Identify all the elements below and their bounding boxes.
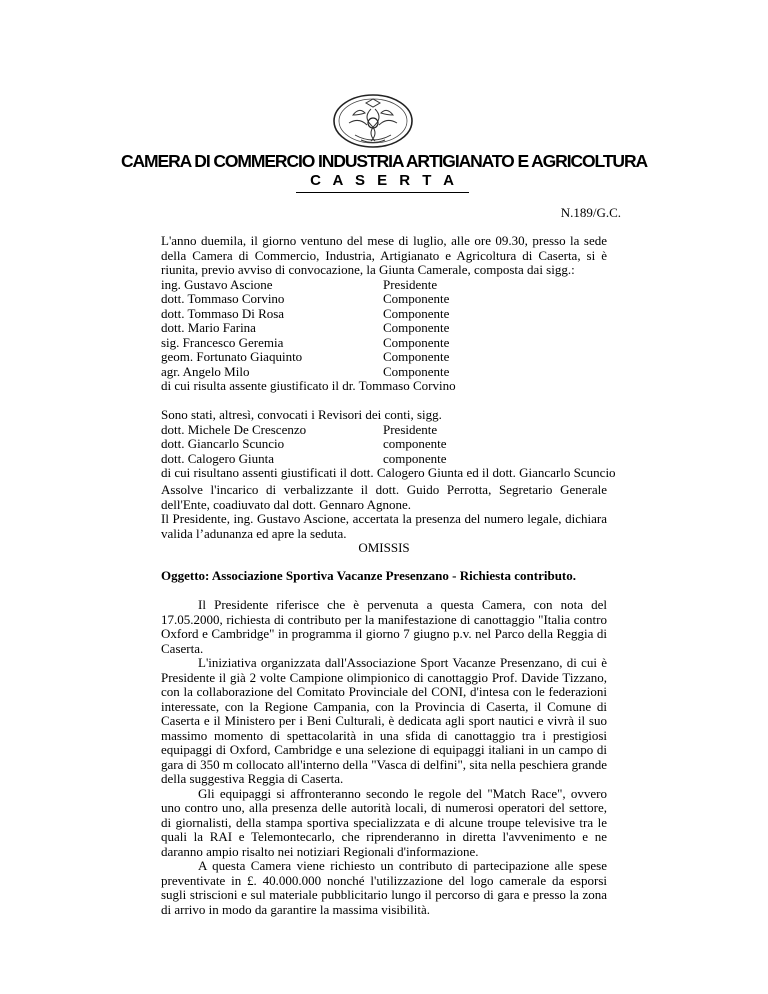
auditor-member-list [161, 423, 607, 467]
giunta-member-name: geom. Fortunato Giaquinto [161, 349, 303, 364]
auditor-member-row [161, 452, 607, 467]
body-paragraph: L'iniziativa organizzata dall'Associazione Sport Vacanze Presenzano, di cui è Presidente il già 2 volte Campione olimpionico di canottaggio Prof. Davide Tizzano, con la collaborazione del Comitato Provinciale del CONI, d'intesa con le federazioni interessate, con la Regione Campania, con la Provincia di Caserta, il Comune di Caserta e il Ministero per i Beni Culturali, è dedicata agli sport nautici e vivrà il suo massimo momento di spettacolarità in una sfida di canottaggio tra i prestigiosi equipaggi di Oxford, Cambridge e una selezione di equipaggi italiani in un campo di gara di 350 m collocato all'interno della "Vasca di delfini", sita nella peschiera grande della suggestiva Reggia di Caserta. [161, 655, 607, 786]
intro-paragraph: L'anno duemila, il giorno ventuno del mese di luglio, alle ore 09.30, presso la sede della Camera di Commercio, Industria, Artigianato e Agricoltura di Caserta, si è riunita, previo avviso di convocazione, la Giunta Camerale, composta dai sigg.: [161, 233, 607, 277]
giunta-absent-note: di cui risulta assente giustificato il dr. Tommaso Corvino [161, 378, 456, 393]
giunta-member-name: dott. Mario Farina [161, 320, 256, 335]
auditor-member-name: dott. Michele De Crescenzo [161, 421, 307, 437]
auditor-member-name: dott. Giancarlo Scuncio [161, 436, 285, 451]
auditors-section [161, 407, 616, 481]
giunta-member-row [161, 292, 607, 307]
giunta-member-row [161, 365, 607, 380]
giunta-member-role: Presidente [383, 276, 438, 292]
opening-paragraph: Il Presidente, ing. Gustavo Ascione, accertata la presenza del numero legale, dichiara valida l’adunanza ed apre la seduta. [161, 511, 607, 541]
subject-line: Oggetto: Associazione Sportiva Vacanze Presenzano - Richiesta contributo. [161, 568, 576, 583]
auditor-member-row [161, 423, 607, 438]
auditor-member-role: componente [383, 436, 447, 451]
protocol-number: N.189/G.C. [560, 205, 621, 220]
giunta-member-row [161, 278, 607, 293]
giunta-member-name: dott. Tommaso Di Rosa [161, 305, 285, 321]
institution-title: CAMERA DI COMMERCIO INDUSTRIA ARTIGIANATO E AGRICOLTURA [120, 151, 648, 171]
body-paragraph: Gli equipaggi si affronteranno secondo le regole del "Match Race", ovvero uno contro uno, alla presenza delle autorità locali, di numerosi operatori del settore, di giornalisti, della stampa sportiva specializzata e di alcune troupe televisive tra le quali la RAI e Telemontecarlo, che riprenderanno in diretta l'avvenimento e ne daranno ampio risalto nei notiziari Regionali d'informazione. [161, 785, 607, 859]
secretary-section [161, 483, 607, 541]
auditors-intro: Sono stati, altresì, convocati i Revisori dei conti, sigg. [161, 407, 442, 422]
auditor-member-role: componente [383, 450, 447, 466]
omissis-label: OMISSIS [358, 540, 410, 555]
giunta-member-role: Componente [383, 305, 450, 321]
giunta-member-row [161, 321, 607, 336]
body-paragraph: Il Presidente riferisce che è pervenuta a questa Camera, con nota del 17.05.2000, richiesta di contributo per la manifestazione di canottaggio "Italia contro Oxford e Cambridge" in programma il giorno 7 giugno p.v. nel Parco della Reggia di Caserta. [161, 597, 607, 656]
giunta-member-row [161, 350, 607, 365]
auditor-member-row [161, 437, 607, 452]
giunta-member-row [161, 336, 607, 351]
giunta-member-role: Componente [383, 334, 450, 350]
attendance-section [161, 234, 607, 394]
deliberation-body [161, 598, 607, 917]
giunta-member-name: ing. Gustavo Ascione [161, 276, 273, 292]
body-paragraph: A questa Camera viene richiesto un contributo di partecipazione alle spese preventivate in £. 40.000.000 nonché l'utilizzazione del logo camerale da esporsi sugli striscioni e sul materiale pubblicitario lungo il percorso di gara e presso la zona di arrivo in modo da garantire la massima visibilità. [161, 858, 607, 917]
giunta-member-role: Componente [383, 320, 450, 335]
giunta-member-list [161, 278, 607, 380]
city-underline [296, 192, 469, 193]
auditors-absent-note: di cui risultano assenti giustificati il dott. Calogero Giunta ed il dott. Giancarlo Scuncio [161, 465, 616, 480]
crest-seal-icon [331, 93, 415, 149]
giunta-member-name: dott. Tommaso Corvino [161, 291, 285, 306]
auditor-member-role: Presidente [383, 421, 438, 437]
giunta-member-name: agr. Angelo Milo [161, 363, 250, 379]
giunta-member-role: Componente [383, 363, 450, 379]
giunta-member-row [161, 307, 607, 322]
giunta-member-name: sig. Francesco Geremia [161, 334, 284, 350]
giunta-member-role: Componente [383, 291, 450, 306]
auditor-member-name: dott. Calogero Giunta [161, 450, 275, 466]
city-title: C A S E R T A [310, 172, 458, 189]
secretary-paragraph: Assolve l'incarico di verbalizzante il dott. Guido Perrotta, Segretario Generale dell'Ente, coadiuvato dal dott. Gennaro Agnone. [161, 482, 607, 512]
giunta-member-role: Componente [383, 349, 450, 364]
